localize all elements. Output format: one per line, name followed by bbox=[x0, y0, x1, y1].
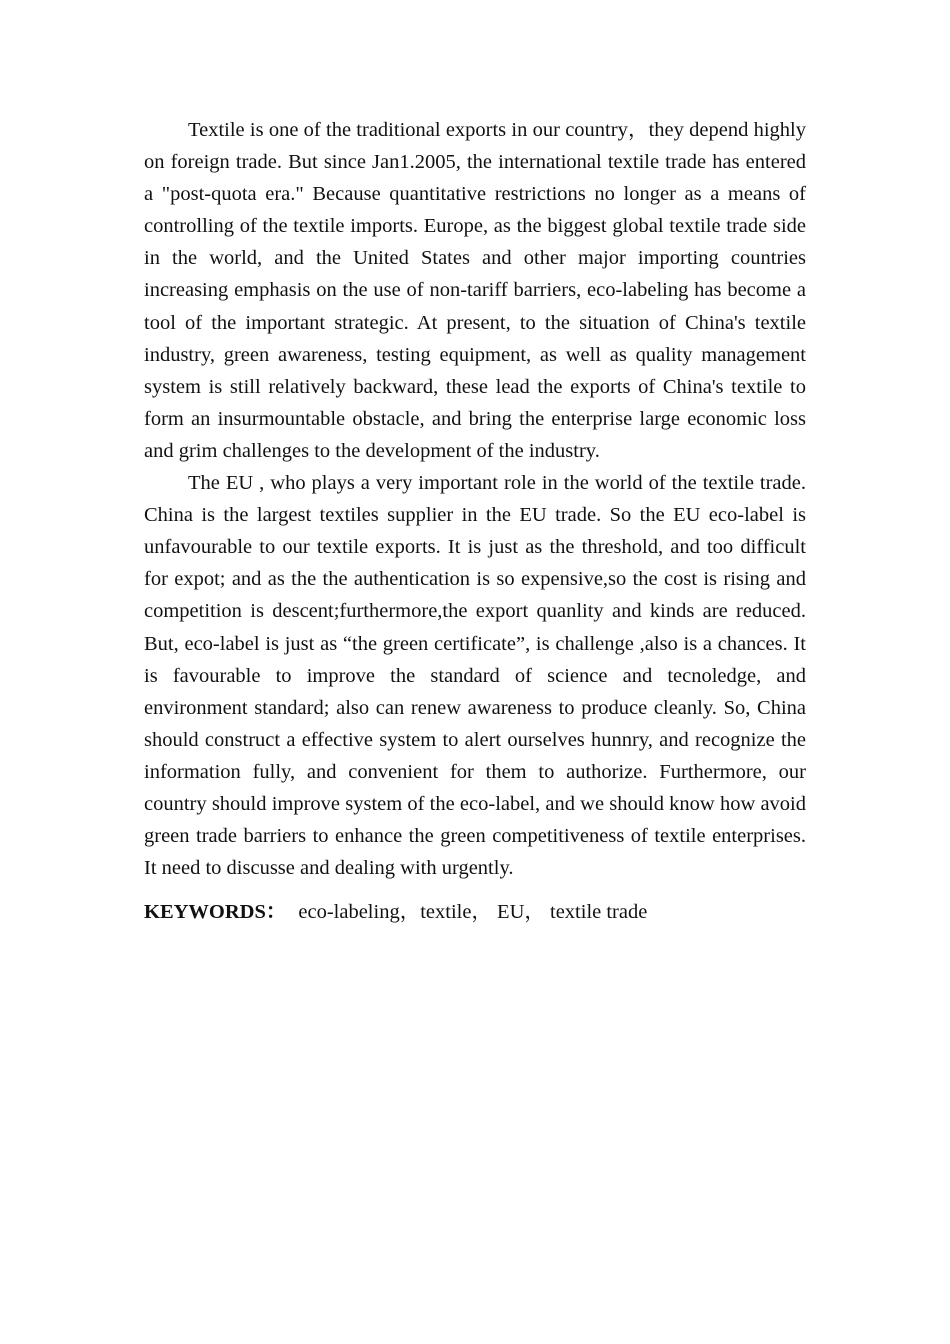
keywords-list: eco-labeling，textile， EU， textile trade bbox=[298, 901, 648, 924]
abstract-paragraph-2: The EU , who plays a very important role in the world of the textile trade. China is the largest textiles supplier in the EU trade. So the EU eco-label is unfavourable to our textile exports. It is just as the threshold, and too difficult for expot; and as the the authentication is so expensive,so the cost is rising and competition is descent;furthermore,the export quanlity and kinds are reduced. But, eco-label is just as “the green certificate”, is challenge ,also is a chances. It is favourable to improve the standard of science and tecnoledge, and environment standard; also can renew awareness to produce cleanly. So, China should construct a effective system to alert ourselves hunnry, and recognize the information fully, and convenient for them to authorize. Furthermore, our country should improve system of the eco-label, and we should know how avoid green trade barriers to enhance the green competitiveness of textile enterprises. It need to discusse and dealing with urgently. bbox=[144, 472, 806, 880]
keywords-label: KEYWORDS： bbox=[144, 901, 287, 924]
abstract-body bbox=[144, 114, 806, 928]
keywords-line bbox=[144, 896, 806, 928]
abstract-paragraph-1: Textile is one of the traditional exports in our country，they depend highly on foreign trade. But since Jan1.2005, the international textile trade has entered a "post-quota era." Because quantitative restrictions no longer as a means of controlling of the textile imports. Europe, as the biggest global textile trade side in the world, and the United States and other major importing countries increasing emphasis on the use of non-tariff barriers, eco-labeling has become a tool of the important strategic. At present, to the situation of China's textile industry, green awareness, testing equipment, as well as quality management system is still relatively backward, these lead the exports of China's textile to form an insurmountable obstacle, and bring the enterprise large economic loss and grim challenges to the development of the industry. bbox=[144, 119, 806, 462]
